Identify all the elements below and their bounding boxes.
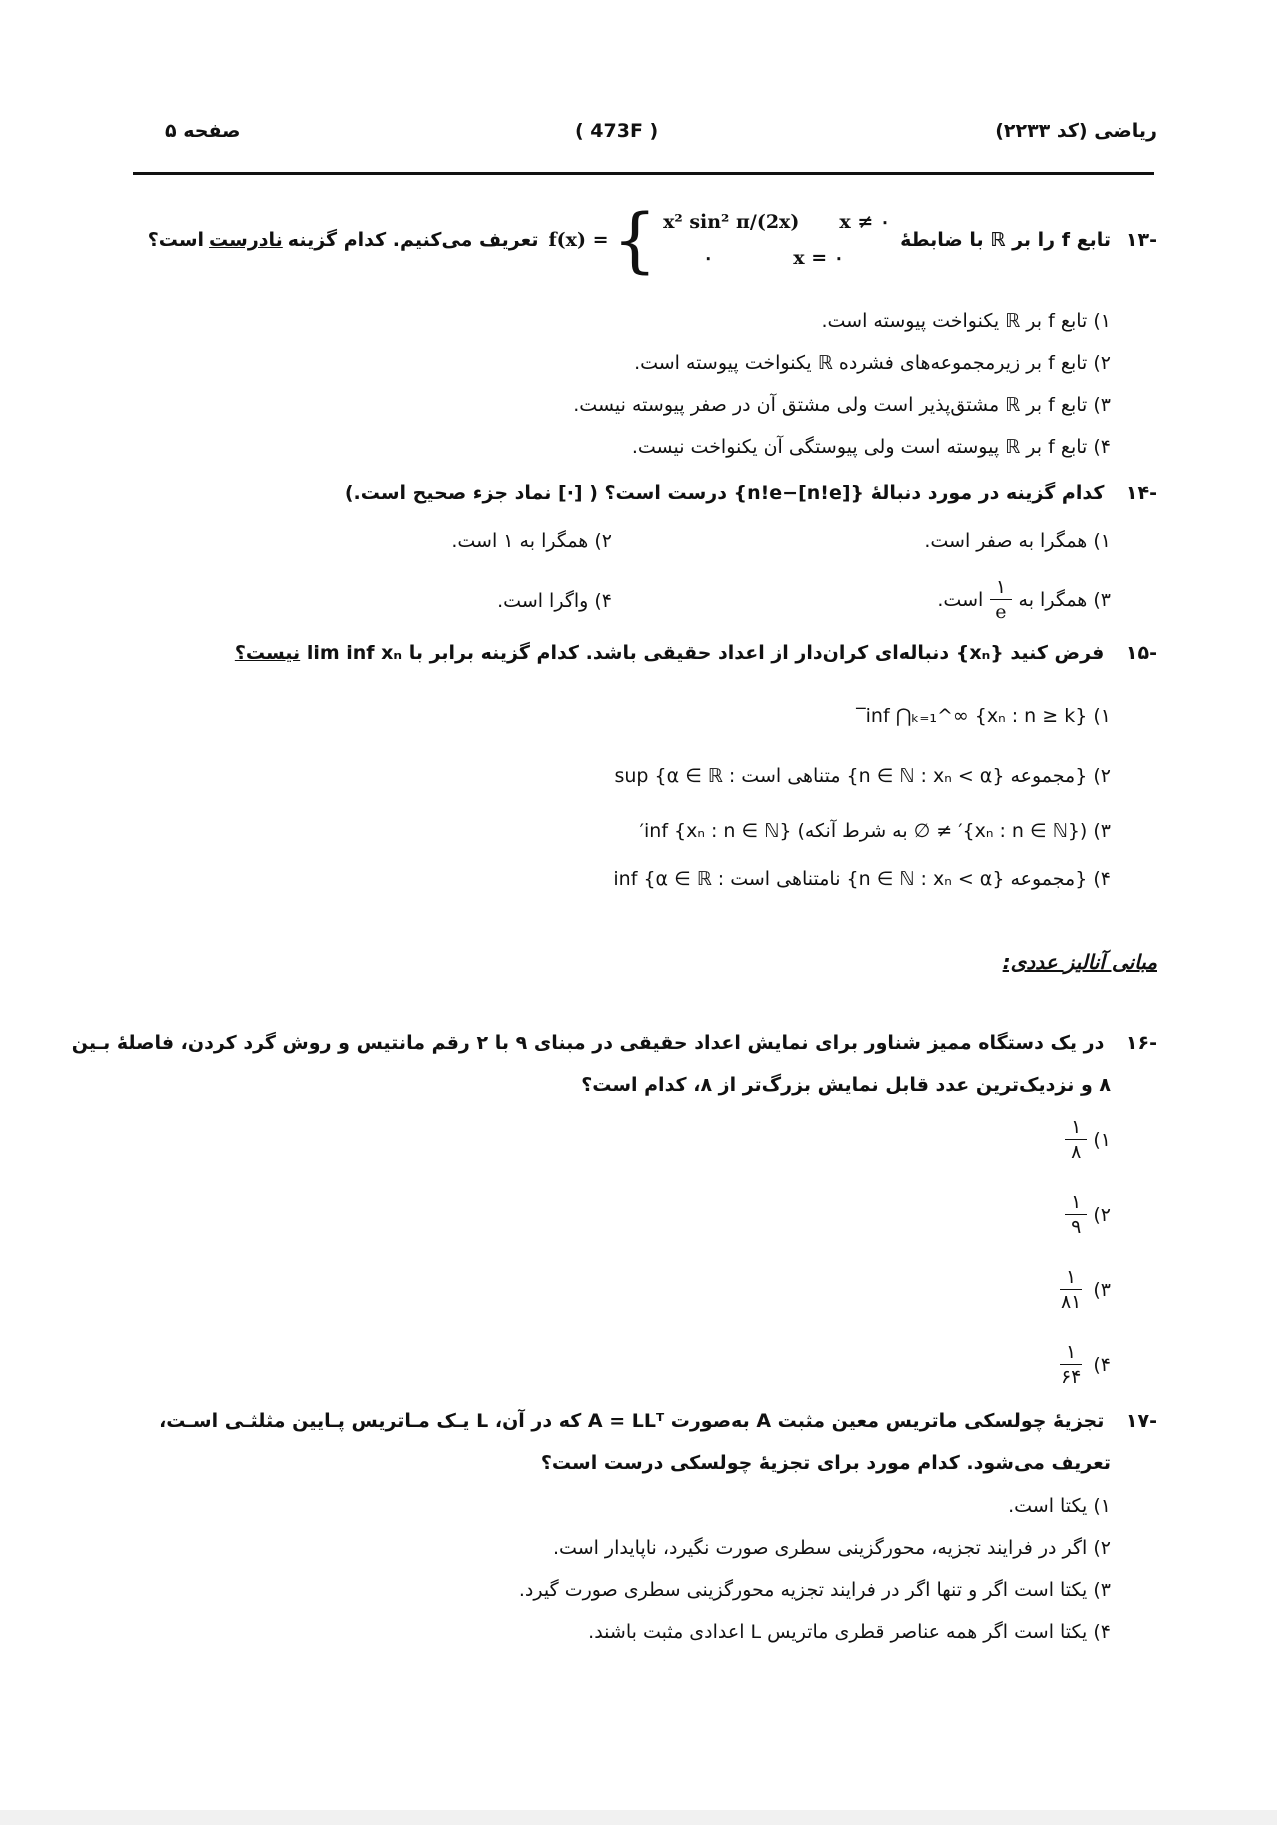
option-fraction bbox=[1055, 1340, 1087, 1389]
q14-option-1[interactable]: ۱) همگرا به صفر است. bbox=[924, 530, 1111, 552]
emphasis-word: نیست؟ bbox=[234, 642, 301, 664]
denominator: e bbox=[995, 601, 1007, 623]
question-14 bbox=[345, 482, 1157, 504]
question-16 bbox=[72, 1032, 1157, 1054]
page-bottom-band bbox=[0, 1810, 1277, 1825]
numerator: ۱ bbox=[990, 575, 1012, 600]
question-text: تجزیهٔ چولسکی ماتریس معین مثبت A به‌صورت A = LLᵀ که در آن، L یـک مـاتریس پـایین مثلثـی اسـت، bbox=[159, 1410, 1105, 1432]
q13-option-3[interactable]: ۳) تابع f بر ℝ مشتق‌پذیر است ولی مشتق آن در صفر پیوسته نیست. bbox=[573, 394, 1111, 416]
q16-option-3[interactable] bbox=[1049, 1265, 1157, 1314]
question-number: -۱۳ bbox=[1125, 229, 1157, 251]
case-2-condition: x = ۰ bbox=[793, 247, 844, 269]
question-17-line-2: تعریف می‌شود. کدام مورد برای تجزیهٔ چولسکی درست است؟ bbox=[540, 1452, 1111, 1474]
question-text: فرض کنید {xₙ} دنباله‌ای کران‌دار از اعداد حقیقی باشد. کدام گزینه برابر با lim inf xₙ bbox=[306, 642, 1105, 664]
question-text: در یک دستگاه ممیز شناور برای نمایش اعداد حقیقی در مبنای ۹ با ۲ رقم مانتیس و روش گرد کردن، فاصلهٔ بـین bbox=[71, 1032, 1105, 1054]
option-fraction bbox=[1065, 1115, 1087, 1164]
q13-option-2[interactable]: ۲) تابع f بر زیرمجموعه‌های فشرده ℝ یکنواخت پیوسته است. bbox=[634, 352, 1111, 374]
question-text: تعریف می‌کنیم. کدام گزینه bbox=[287, 229, 539, 251]
q17-option-3[interactable]: ۳) یکتا است اگر و تنها اگر در فرایند تجزیه محورگزینی سطری صورت گیرد. bbox=[518, 1579, 1111, 1601]
question-text: کدام گزینه در مورد دنبالهٔ {n!e−[n!e]} درست است؟ ( [·] نماد جزء صحیح است.) bbox=[344, 482, 1105, 504]
q13-option-1[interactable]: ۱) تابع f بر ℝ یکنواخت پیوسته است. bbox=[821, 310, 1111, 332]
option-fraction bbox=[1065, 1190, 1087, 1239]
question-number: -۱۷ bbox=[1125, 1410, 1157, 1432]
denominator: ۸۱ bbox=[1060, 1291, 1082, 1313]
q17-option-1[interactable]: ۱) یکتا است. bbox=[1008, 1495, 1111, 1517]
case-2-expression: ۰ bbox=[703, 247, 714, 269]
option-text: ۳) همگرا به bbox=[1018, 588, 1111, 611]
option-label: ۲) bbox=[1093, 1203, 1111, 1226]
question-17 bbox=[159, 1410, 1157, 1432]
q14-option-3[interactable] bbox=[937, 575, 1157, 624]
q15-option-4[interactable]: ۴) {مجموعه {n ∈ ℕ : xₙ < α} نامتناهی است : α ∈ ℝ} inf bbox=[613, 868, 1111, 890]
header-code: ( 473F ) bbox=[575, 120, 659, 142]
function-name: f(x) = bbox=[548, 229, 609, 251]
numerator: ۱ bbox=[1060, 1340, 1082, 1365]
option-label: ۱) bbox=[1093, 1128, 1111, 1151]
denominator: ۹ bbox=[1071, 1216, 1082, 1238]
numerator: ۱ bbox=[1060, 1265, 1082, 1290]
q14-option-2[interactable]: ۲) همگرا به ۱ است. bbox=[451, 530, 612, 552]
piecewise-function bbox=[548, 199, 891, 281]
option-text: است. bbox=[937, 588, 984, 611]
option-label: ۳) bbox=[1093, 1278, 1111, 1301]
left-brace: { bbox=[612, 199, 658, 281]
q15-option-1[interactable]: ۱) inf ⋂ₖ₌₁^∞ {xₙ : n ≥ k}̅ bbox=[865, 705, 1111, 727]
q17-option-2[interactable]: ۲) اگر در فرایند تجزیه، محورگزینی سطری صورت نگیرد، ناپایدار است. bbox=[553, 1537, 1111, 1559]
question-text: است؟ bbox=[147, 229, 205, 251]
question-text: تابع f را بر ℝ با ضابطهٔ bbox=[900, 229, 1111, 251]
case-1-condition: x ≠ ۰ bbox=[839, 211, 891, 233]
q15-option-3[interactable]: ۳) ({xₙ : n ∈ ℕ}′ ≠ ∅ به شرط آنکه) inf {xₙ : n ∈ ℕ}′ bbox=[639, 820, 1111, 842]
section-title: مبانی آنالیز عددی: bbox=[1002, 950, 1157, 974]
denominator: ۶۴ bbox=[1060, 1366, 1082, 1388]
question-15 bbox=[235, 642, 1157, 664]
q16-option-4[interactable] bbox=[1049, 1340, 1157, 1389]
emphasis-word: نادرست bbox=[209, 229, 283, 251]
header-page-number: صفحه ۵ bbox=[165, 120, 241, 142]
q17-option-4[interactable]: ۴) یکتا است اگر همه عناصر قطری ماتریس L اعدادی مثبت باشند. bbox=[588, 1621, 1111, 1643]
question-13 bbox=[148, 190, 1157, 290]
question-number: -۱۵ bbox=[1125, 642, 1157, 664]
option-fraction bbox=[1055, 1265, 1087, 1314]
numerator: ۱ bbox=[1065, 1115, 1087, 1140]
numerator: ۱ bbox=[1065, 1190, 1087, 1215]
q13-option-4[interactable]: ۴) تابع f بر ℝ پیوسته است ولی پیوستگی آن یکنواخت نیست. bbox=[631, 436, 1111, 458]
header-subject: ریاضی (کد ۲۲۳۳) bbox=[995, 120, 1157, 142]
header-rule bbox=[133, 172, 1154, 175]
question-number: -۱۶ bbox=[1125, 1032, 1157, 1054]
question-16-line-2: ۸ و نزدیک‌ترین عدد قابل نمایش بزرگ‌تر از ۸، کدام است؟ bbox=[581, 1074, 1111, 1096]
q16-option-2[interactable] bbox=[1059, 1190, 1157, 1239]
question-number: -۱۴ bbox=[1125, 482, 1157, 504]
q16-option-1[interactable] bbox=[1059, 1115, 1157, 1164]
denominator: ۸ bbox=[1071, 1141, 1082, 1163]
q14-option-4[interactable]: ۴) واگرا است. bbox=[497, 590, 612, 612]
case-1-expression: x² sin² π/(2x) bbox=[663, 211, 800, 233]
option-label: ۴) bbox=[1093, 1353, 1111, 1376]
q15-option-2[interactable]: ۲) {مجموعه {n ∈ ℕ : xₙ < α} متناهی است : α ∈ ℝ} sup bbox=[614, 765, 1111, 787]
fraction-one-over-e bbox=[989, 575, 1012, 624]
